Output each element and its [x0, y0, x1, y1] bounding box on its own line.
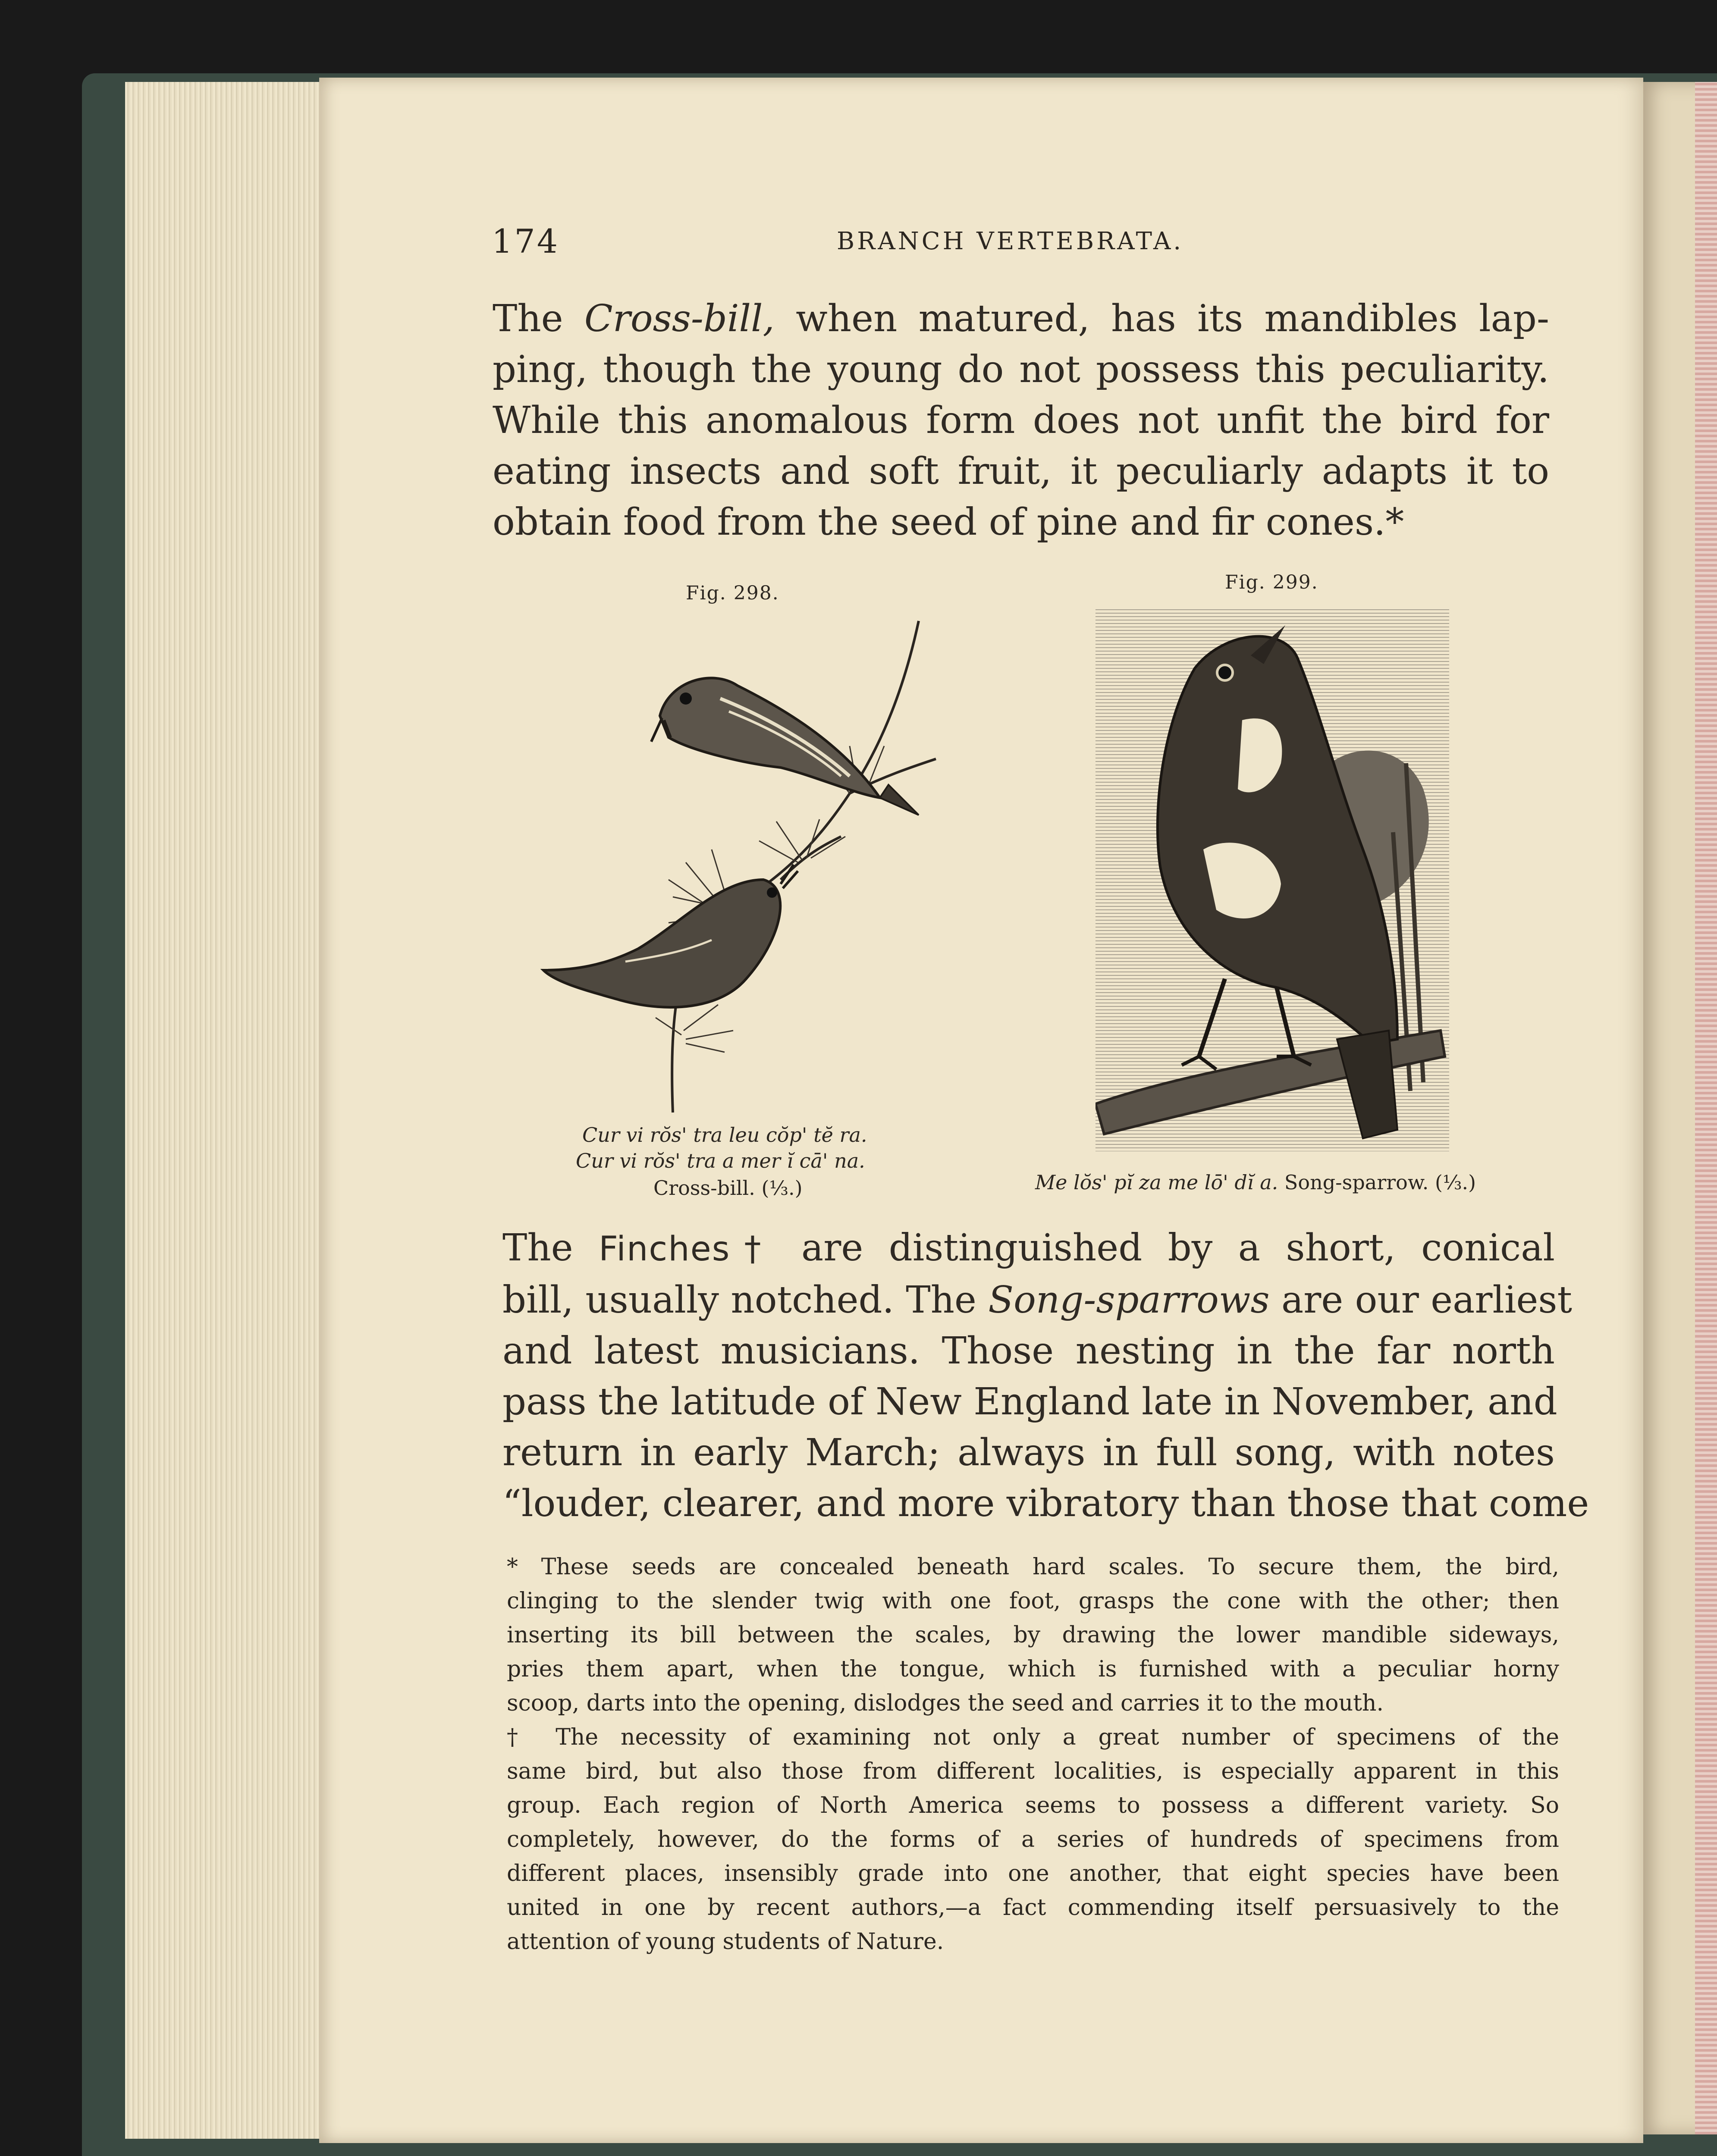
song-sparrow-illustration: [1095, 608, 1449, 1151]
page-number: 174: [492, 222, 560, 260]
figure-299-label: Fig. 299.: [1225, 571, 1318, 593]
footnote-dagger: † The necessity of examining not only a great number of specimens of the same bird, but also those from different localities, is especially apparent in this group. Each region of North America seems to possess a different variety. So completely, however, do the forms of a series of hundreds of specimens from different places, insensibly grade into one another, that eight species have been united in one by recent authors,—a fact commending itself persuasively to the attention of young students of Nature.: [507, 1724, 1559, 1955]
paragraph-crossbill: [493, 293, 1549, 548]
paragraph-finches: [502, 1222, 1589, 1529]
text-line: While this anomalous form does not unfit the bird for: [493, 399, 1549, 442]
page-header: [492, 222, 1234, 261]
crossbill-scientific-name-2: Cur vi rŏs' tra a mer ĭ cā' na.: [576, 1149, 865, 1172]
text-line: pass the latitude of New England late in November, and: [502, 1380, 1557, 1423]
crossbill-illustration: [539, 612, 949, 1121]
text-line: and latest musicians. Those nesting in the far north: [502, 1329, 1555, 1373]
text-line: ping, though the young do not possess this peculiarity.: [493, 348, 1549, 391]
upper-crossbill: [651, 678, 919, 815]
figure-298-label: Fig. 298.: [686, 582, 779, 604]
crossbill-scientific-name-1: Cur vi rŏs' tra leu cŏp' tĕ ra.: [582, 1123, 867, 1147]
crossbill-common-name: Cross-bill. (⅓.): [653, 1176, 803, 1200]
text-line: “louder, clearer, and more vibratory than those that come: [502, 1482, 1589, 1525]
text-line: return in early March; always in full song, with notes: [502, 1431, 1555, 1474]
text-line: eating insects and soft fruit, it peculiarly adapts it to: [493, 450, 1549, 493]
text-line: The Cross-bill, when matured, has its mandibles lap-: [493, 297, 1550, 340]
text-line: obtain food from the seed of pine and fir cones.*: [493, 501, 1404, 544]
page-edges: [125, 82, 323, 2139]
running-head: BRANCH VERTEBRATA.: [837, 227, 1184, 255]
text-line: The Finches† are distinguished by a short, conical: [502, 1226, 1555, 1269]
text-line: bill, usually notched. The Song-sparrows are our earliest: [502, 1279, 1573, 1322]
facing-page-edge: [1695, 82, 1717, 2134]
lower-crossbill: [543, 865, 798, 1007]
footnote-asterisk: * These seeds are concealed beneath hard scales. To secure them, the bird, clinging to the slender twig with one foot, grasps the cone with the other; then inserting its bill between the scales, by drawing the lower mandible sideways, pries them apart, when the tongue, which is furnished with a peculiar horny scoop, darts into the opening, dislodges the seed and carries it to the mouth.: [507, 1554, 1559, 1716]
song-sparrow-caption: Me lŏs' pĭ za me lō' dĭ a. Song-sparrow. (⅓.): [1035, 1171, 1476, 1194]
